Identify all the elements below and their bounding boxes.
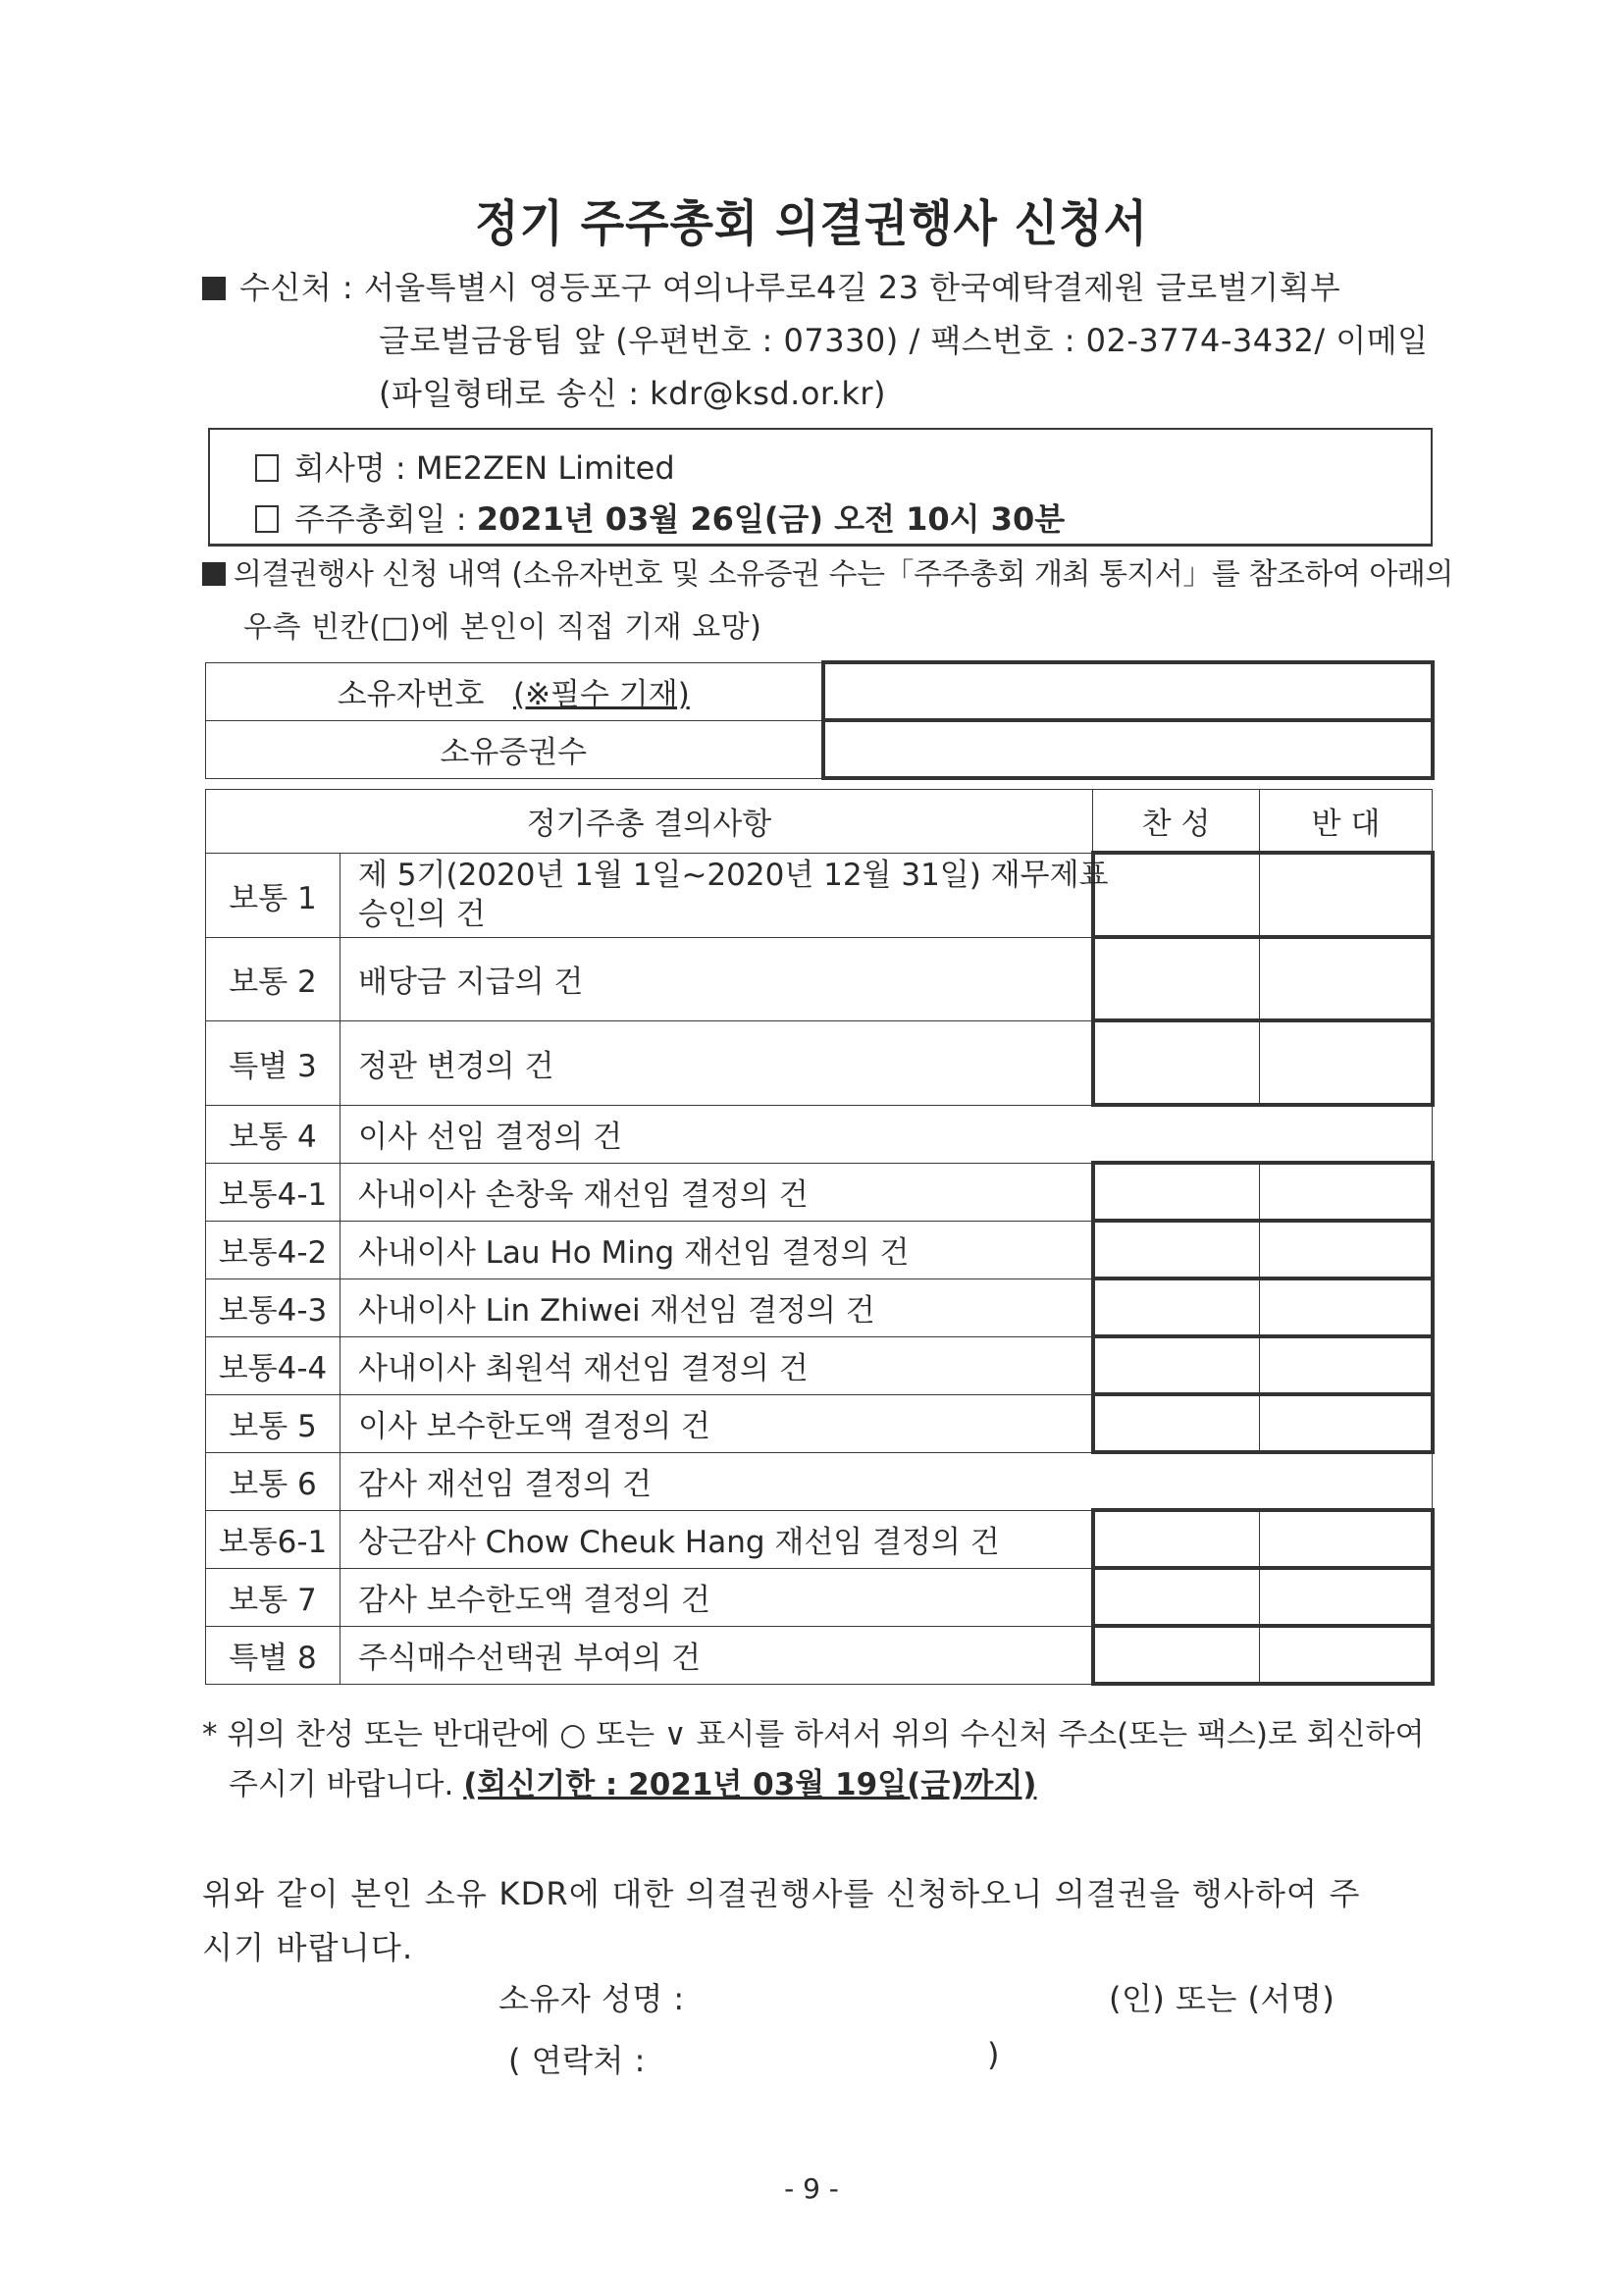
table-row: [206, 1510, 1433, 1568]
vote-for-cell[interactable]: [1093, 1394, 1260, 1452]
company-name-line: [255, 444, 675, 489]
table-row: [206, 937, 1433, 1020]
meeting-date-label: 주주총회일 :: [294, 500, 477, 538]
vote-against-cell[interactable]: [1260, 937, 1433, 1020]
resolution-code: 특별 3: [206, 1020, 340, 1105]
securities-count-input[interactable]: [823, 720, 1433, 778]
owner-name-label: 소유자 성명 :: [498, 1980, 685, 2017]
resolution-text: 사내이사 최원석 재선임 결정의 건: [340, 1336, 1093, 1394]
resolution-code: 보통4-3: [206, 1278, 340, 1336]
resolution-text: 사내이사 Lau Ho Ming 재선임 결정의 건: [340, 1221, 1093, 1278]
declaration-line-2: 시기 바랍니다.: [202, 1929, 414, 1966]
reply-deadline: (회신기한 : 2021년 03월 19일(금)까지): [463, 1767, 1037, 1802]
for-header: 찬 성: [1093, 790, 1260, 854]
vote-against-cell[interactable]: [1260, 1163, 1433, 1221]
resolution-text: 배당금 지급의 건: [340, 937, 1093, 1020]
resolution-code: 보통4-1: [206, 1163, 340, 1221]
instructions-line-2: 우측 빈칸(□)에 본인이 직접 기재 요망): [243, 610, 762, 645]
table-row: [206, 1452, 1433, 1510]
owner-info-table: [205, 660, 1435, 780]
resolution-text: 사내이사 손창욱 재선임 결정의 건: [340, 1163, 1093, 1221]
required-note: (※필수 기재): [512, 677, 690, 712]
square-bullet-icon: [202, 562, 226, 586]
vote-against-cell[interactable]: [1260, 1020, 1433, 1105]
vote-against-cell[interactable]: [1260, 1221, 1433, 1278]
resolution-code: 보통 2: [206, 937, 340, 1020]
table-row: [206, 1221, 1433, 1278]
meeting-date-line: [255, 495, 1065, 540]
vote-for-cell[interactable]: [1093, 937, 1260, 1020]
vote-against-cell[interactable]: [1260, 1626, 1433, 1684]
resolution-code: 보통4-2: [206, 1221, 340, 1278]
vote-against-cell[interactable]: [1260, 1336, 1433, 1394]
table-row: [206, 1020, 1433, 1105]
seal-or-signature-label: (인) 또는 (서명): [1109, 1980, 1335, 2017]
vote-for-cell[interactable]: [1093, 1278, 1260, 1336]
recipient-line-1: [202, 263, 1340, 308]
table-row: [206, 1394, 1433, 1452]
resolutions-header: 정기주총 결의사항: [206, 790, 1093, 854]
resolution-code: 보통 6: [206, 1452, 340, 1510]
resolution-code: 보통4-4: [206, 1336, 340, 1394]
table-row: [206, 853, 1433, 937]
resolution-text: 주식매수선택권 부여의 건: [340, 1626, 1093, 1684]
vote-for-cell[interactable]: [1093, 1336, 1260, 1394]
recipient-line-2: 글로벌금융팀 앞 (우편번호 : 07330) / 팩스번호 : 02-3774-3432/ 이메일: [379, 322, 1429, 359]
resolution-text: 이사 선임 결정의 건: [340, 1105, 1433, 1163]
recipient-line-3: (파일형태로 송신 : kdr@ksd.or.kr): [379, 375, 886, 412]
vote-against-cell[interactable]: [1260, 1510, 1433, 1568]
vote-for-cell[interactable]: [1093, 1221, 1260, 1278]
vote-for-cell[interactable]: [1093, 1163, 1260, 1221]
vote-for-cell[interactable]: [1093, 1510, 1260, 1568]
resolution-text: 상근감사 Chow Cheuk Hang 재선임 결정의 건: [340, 1510, 1093, 1568]
resolutions-header-row: [206, 790, 1433, 854]
instructions-line-1: [202, 549, 1453, 593]
table-row: [206, 1626, 1433, 1684]
against-header: 반 대: [1260, 790, 1433, 854]
resolution-code: 보통6-1: [206, 1510, 340, 1568]
company-value: ME2ZEN Limited: [415, 449, 675, 487]
page-title: 정기 주주총회 의결권행사 신청서: [475, 195, 1148, 252]
contact-close-paren: ): [987, 2036, 1000, 2073]
table-row: [206, 1105, 1433, 1163]
resolution-code: 보통 7: [206, 1568, 340, 1626]
resolutions-table: [205, 789, 1435, 1686]
resolution-text-line: 제 5기(2020년 1월 1일~2020년 12월 31일) 재무제표: [358, 858, 1109, 893]
recipient-address: 수신처 : 서울특별시 영등포구 여의나루로4길 23 한국예탁결제원 글로벌기획부: [239, 269, 1341, 306]
reply-note-text: 주시기 바랍니다.: [229, 1767, 464, 1802]
checkbox-icon: [255, 505, 279, 533]
owner-number-label: 소유자번호: [337, 677, 485, 712]
resolution-code: 보통 5: [206, 1394, 340, 1452]
vote-for-cell[interactable]: [1093, 1568, 1260, 1626]
table-row: [206, 1568, 1433, 1626]
table-row: [206, 1336, 1433, 1394]
resolution-text: 감사 보수한도액 결정의 건: [340, 1568, 1093, 1626]
checkbox-icon: [255, 454, 279, 482]
vote-against-cell[interactable]: [1260, 1278, 1433, 1336]
resolution-text-line: 승인의 건: [358, 897, 486, 932]
contact-label: ( 연락처 :: [508, 2042, 646, 2079]
instructions-text: 의결권행사 신청 내역 (소유자번호 및 소유증권 수는「주주총회 개최 통지서」를 참조하여 아래의: [234, 557, 1453, 592]
resolution-code: 보통 4: [206, 1105, 340, 1163]
table-row: [206, 1278, 1433, 1336]
square-bullet-icon: [202, 277, 226, 300]
vote-for-cell[interactable]: [1093, 1020, 1260, 1105]
vote-against-cell[interactable]: [1260, 1568, 1433, 1626]
resolution-code: 보통 1: [206, 853, 340, 937]
securities-count-label: 소유증권수: [206, 720, 823, 778]
owner-name-input[interactable]: [716, 1974, 1089, 2013]
resolution-text: 이사 보수한도액 결정의 건: [340, 1394, 1093, 1452]
resolution-text: 정관 변경의 건: [340, 1020, 1093, 1105]
resolution-text: 사내이사 Lin Zhiwei 재선임 결정의 건: [340, 1278, 1093, 1336]
owner-number-input[interactable]: [823, 662, 1433, 720]
vote-against-cell[interactable]: [1260, 1394, 1433, 1452]
contact-input[interactable]: [677, 2036, 971, 2075]
resolution-text: [340, 853, 1109, 937]
vote-against-cell[interactable]: [1260, 853, 1433, 937]
reply-note-line-2: [229, 1759, 1036, 1803]
resolution-text: 감사 재선임 결정의 건: [340, 1452, 1433, 1510]
meeting-date-value: 2021년 03월 26일(금) 오전 10시 30분: [476, 500, 1066, 538]
page-number: - 9 -: [784, 2172, 839, 2205]
owner-number-row: [206, 662, 1433, 720]
owner-number-label-cell: [206, 662, 823, 720]
vote-for-cell[interactable]: [1093, 853, 1260, 937]
meeting-info-box: [208, 428, 1433, 547]
resolution-code: 특별 8: [206, 1626, 340, 1684]
reply-note-line-1: * 위의 찬성 또는 반대란에 ○ 또는 ∨ 표시를 하셔서 위의 수신처 주소(또는 팩스)로 회신하여: [202, 1717, 1425, 1752]
securities-count-row: [206, 720, 1433, 778]
vote-for-cell[interactable]: [1093, 1626, 1260, 1684]
company-label: 회사명 :: [294, 449, 416, 487]
declaration-line-1: 위와 같이 본인 소유 KDR에 대한 의결권행사를 신청하오니 의결권을 행사하여 주: [202, 1875, 1361, 1912]
table-row: [206, 1163, 1433, 1221]
